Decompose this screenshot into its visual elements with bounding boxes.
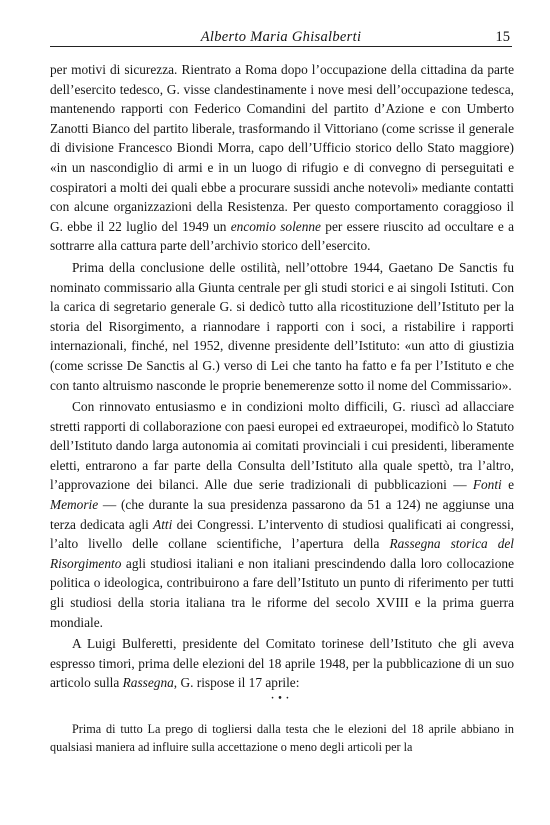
page-number: 15 (495, 29, 510, 45)
library-stamp-mark: ·•· (270, 693, 294, 704)
text-segment: Con rinnovato entusiasmo e in condizioni molto difficili, G. riuscì ad allacciare stretti rapporti di collaborazione con paesi europei ed extraeuropei, modificò lo Statuto dell’Istituto dando larga autonomia ai comitati provinciali i cui presidenti, liberamente eletti, entrarono a far parte della Consulta dell’Istituto alla quale spettò, tra l’altro, l’approvazione dei bilanci. Alle due serie tradizionali di pubblicazioni — (50, 399, 514, 493)
running-title: Alberto Maria Ghisalberti (200, 29, 362, 45)
text-segment: e (501, 477, 514, 493)
block-quote: Prima di tutto La prego di togliersi dalla testa che le elezioni del 18 aprile abbiano in qualsiasi maniera ad influire sulla accettazione o meno degli articoli per la (50, 722, 514, 754)
italic-text-segment: Memorie (50, 497, 99, 513)
paragraph (50, 397, 514, 632)
italic-text-segment: Fonti (472, 477, 502, 493)
paragraph (50, 258, 514, 395)
paragraph (50, 60, 514, 256)
text-segment: — (che durante la sua presidenza passarono da 51 a 124) ne aggiunse una terza dedicata agli (50, 497, 514, 532)
text-segment: agli studiosi italiani e non italiani prescindendo dalla loro collocazione politica o ideologica, contribuirono a fare dell’Istituto un punto di riferimento per tutti gli studiosi della storia italiana tra le riforme del secolo XVIII e la prima guerra mondiale. (50, 555, 514, 630)
running-header (50, 26, 512, 47)
text-segment: Prima della conclusione delle ostilità, nell’ottobre 1944, Gaetano De Sanctis fu nominato commissario alla Giunta centrale per gli studi storici e ai singoli Istituti. Con la carica di segretario generale G. si dedicò tutto alla ricostituzione dell’Istituto per la storia del Risorgimento, a riannodare i rapporti con i soci, a ristabilire i rapporti internazionali, finché, nel 1952, divenne presidente dell’Istituto: «un atto di giustizia (come scrisse De Sanctis al G.) verso di Lei che tanto ha fatto e fa per l’Istituto e che con tanto altruismo nasconde le proprie benemerenze sotto il nome del Commissario». (50, 259, 514, 393)
paragraph (50, 634, 514, 693)
italic-text-segment: Atti (153, 516, 173, 532)
text-segment: per motivi di sicurezza. Rientrato a Roma dopo l’occupazione della cittadina da parte dell’esercito tedesco, G. visse clandestinamente i nove mesi dell’occupazione tedesca, mantenendo rapporti con Federico Comandini del partito d’Azione e con Umberto Zanotti Bianco del partito liberale, trasformando il Vittoriano (come scrisse il generale di divisione Francesco Biondi Morra, capo dell’Ufficio storico dello Stato maggiore) «in un nascondiglio di armi e in un luogo di rifugio e di convegno di perseguitati e cospiratori a molti dei quali ebbe a procurare sussidi anche notevoli» mediante contatti con alcune organizzazioni della Resistenza. Per questo comportamento coraggioso il G. ebbe il 22 luglio del 1949 un (50, 62, 514, 234)
text-segment: per essere riuscito ad occultare e a sottrarre alla cattura parte dell’archivio storico dell’esercito. (50, 218, 515, 254)
text-segment: , G. rispose il 17 aprile: (173, 675, 300, 691)
italic-text-segment: encomio solenne (230, 218, 321, 234)
italic-text-segment: Rassegna storica del Risorgimento (50, 536, 514, 571)
body-text (50, 60, 514, 756)
text-segment: A Luigi Bulferetti, presidente del Comitato torinese dell’Istituto che gli aveva espresso timori, prima delle elezioni del 18 aprile 1948, per la pubblicazione di un suo articolo sulla (50, 636, 514, 691)
text-segment: dei Congressi. L’intervento di studiosi qualificati ai congressi, l’alto livello delle collane scientifiche, l’apertura della (50, 516, 514, 552)
italic-text-segment: Rassegna (122, 675, 174, 691)
